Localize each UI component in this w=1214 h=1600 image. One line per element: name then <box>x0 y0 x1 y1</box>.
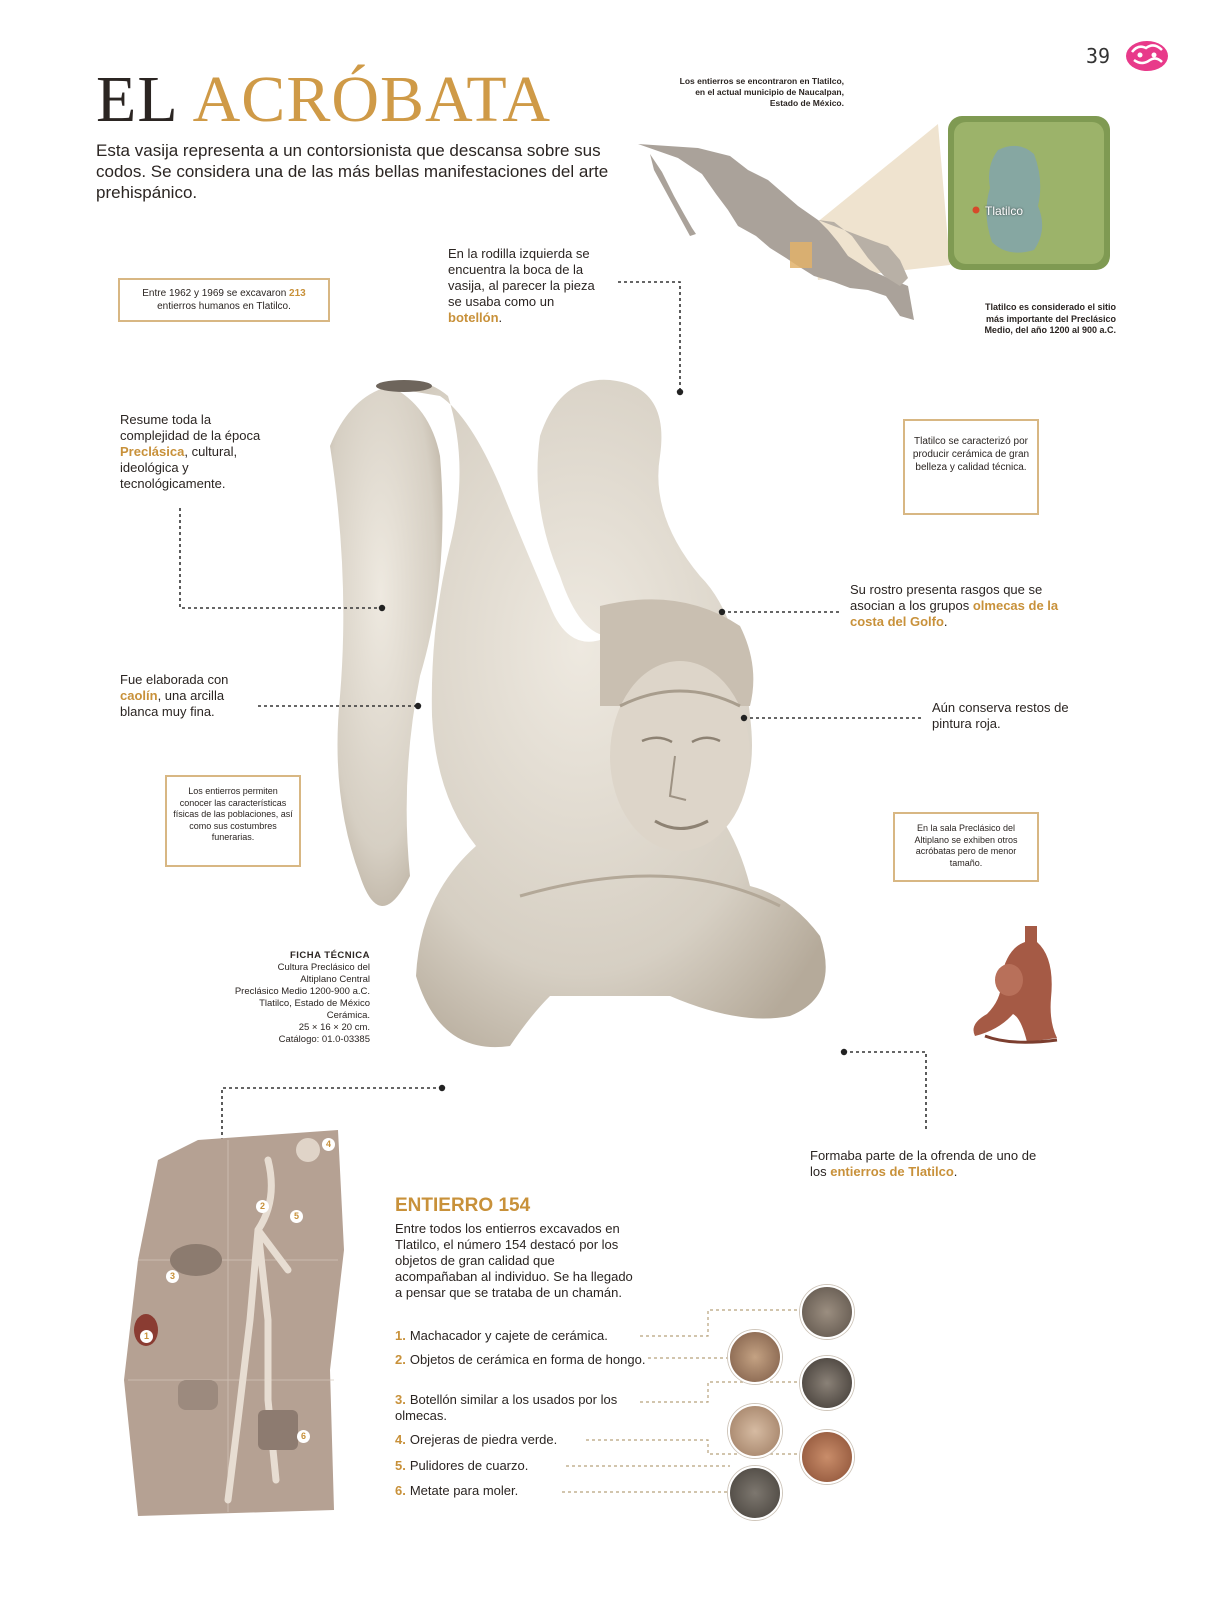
rostro-highlight: olmecas de la costa del Golfo <box>850 598 1059 629</box>
list-item-text: Metate para moler. <box>409 1483 519 1498</box>
list-item-text: Pulidores de cuarzo. <box>409 1458 529 1473</box>
burial-marker-5: 5 <box>290 1210 303 1223</box>
burial-marker-1: 1 <box>140 1330 153 1343</box>
resume-highlight: Preclásica <box>120 444 185 459</box>
thumb-orejeras <box>728 1404 782 1458</box>
ficha-line: 25 × 16 × 20 cm. <box>298 1022 370 1033</box>
caolin-text: Fue elaborada con <box>120 672 229 687</box>
list-item-number: 1. <box>395 1328 406 1343</box>
rodilla-end: . <box>498 310 503 325</box>
entierros-count-number: 213 <box>289 288 306 299</box>
callout-box-sala: En la sala Preclásico del Altiplano se exhiben otros acróbatas pero de menor tamaño. <box>893 812 1039 882</box>
ficha-line: Cerámica. <box>326 1010 370 1021</box>
list-item-number: 5. <box>395 1458 406 1473</box>
burial-marker-2: 2 <box>256 1200 269 1213</box>
thumb-metate <box>728 1466 782 1520</box>
list-item-text: Orejeras de piedra verde. <box>409 1432 558 1447</box>
intro-paragraph: Esta vasija representa a un contorsionista que descansa sobre sus codos. Se considera una de las más bellas manifestaciones del arte prehispánico. <box>96 141 609 202</box>
entierro-heading: ENTIERRO 154 <box>395 1195 531 1216</box>
list-item-number: 6. <box>395 1483 406 1498</box>
entierros-count-post: entierros humanos en Tlatilco. <box>157 301 291 312</box>
rostro-end: . <box>943 614 948 629</box>
ofrenda-text: Formaba parte de la ofrenda de uno de los <box>810 1148 1037 1179</box>
list-item-number: 3. <box>395 1392 406 1407</box>
page-number: 39 <box>1086 44 1111 68</box>
list-item-text: Botellón similar a los usados por los olmecas. <box>395 1392 618 1423</box>
thumb-machacador <box>800 1285 854 1339</box>
entierros-count-pre: Entre 1962 y 1969 se excavaron <box>142 288 287 299</box>
map-caption-top: Los entierros se encontraron en Tlatilco, en el actual municipio de Naucalpan, Estado de México. <box>679 76 844 108</box>
ofrenda-end: . <box>953 1164 958 1179</box>
thumb-botellon <box>800 1356 854 1410</box>
rodilla-text: En la rodilla izquierda se encuentra la boca de la vasija, al parecer la pieza se usaba como un <box>448 246 595 309</box>
list-item-text: Objetos de cerámica en forma de hongo. <box>409 1352 646 1367</box>
ficha-line: Preclásico Medio 1200-900 a.C. <box>234 986 370 997</box>
thumb-hongo <box>728 1330 782 1384</box>
ficha-heading: FICHA TÉCNICA <box>289 950 370 961</box>
map-site-label: Tlatilco <box>985 204 1024 218</box>
rodilla-highlight: botellón <box>448 310 499 325</box>
title-word-acrobata: ACRÓBATA <box>192 63 552 136</box>
entierro-paragraph: Entre todos los entierros excavados en Tlatilco, el número 154 destacó por los objetos de gran calidad que acompañaban al individuo. Se ha llegado a pensar que se trataba de un chamán. <box>395 1221 633 1300</box>
ficha-line: Altiplano Central <box>300 974 370 985</box>
list-item-number: 2. <box>395 1352 406 1367</box>
caolin-highlight: caolín <box>120 688 158 703</box>
callout-box-entierros-info: Los entierros permiten conocer las características físicas de las poblaciones, así como sus costumbres funerarias. <box>165 775 301 867</box>
ficha-line: Tlatilco, Estado de México <box>259 998 370 1009</box>
rostro-text: Su rostro presenta rasgos que se asocian a los grupos <box>850 582 1043 613</box>
title-word-el: EL <box>96 63 179 136</box>
resume-end: , cultural, ideológica y tecnológicamente. <box>120 444 238 491</box>
ofrenda-highlight: entierros de Tlatilco <box>830 1164 954 1179</box>
callout-pintura: Aún conserva restos de pintura roja. <box>932 700 1069 731</box>
burial-marker-3: 3 <box>166 1270 179 1283</box>
caolin-end: , una arcilla blanca muy fina. <box>120 688 225 719</box>
map-caption-bottom: Tlatilco es considerado el sitio más importante del Preclásico Medio, del año 1200 al 900 a.C. <box>984 302 1116 335</box>
resume-text: Resume toda la complejidad de la época <box>120 412 261 443</box>
burial-marker-6: 6 <box>297 1430 310 1443</box>
burial-marker-4: 4 <box>322 1138 335 1151</box>
callout-box-caracterizo: Tlatilco se caracterizó por producir cerámica de gran belleza y calidad técnica. <box>903 419 1039 515</box>
thumb-pulidores <box>800 1430 854 1484</box>
list-item-text: Machacador y cajete de cerámica. <box>409 1328 608 1343</box>
ficha-line: Cultura Preclásico del <box>277 962 370 973</box>
list-item-number: 4. <box>395 1432 406 1447</box>
ficha-line: Catálogo: 01.0-03385 <box>278 1034 370 1045</box>
